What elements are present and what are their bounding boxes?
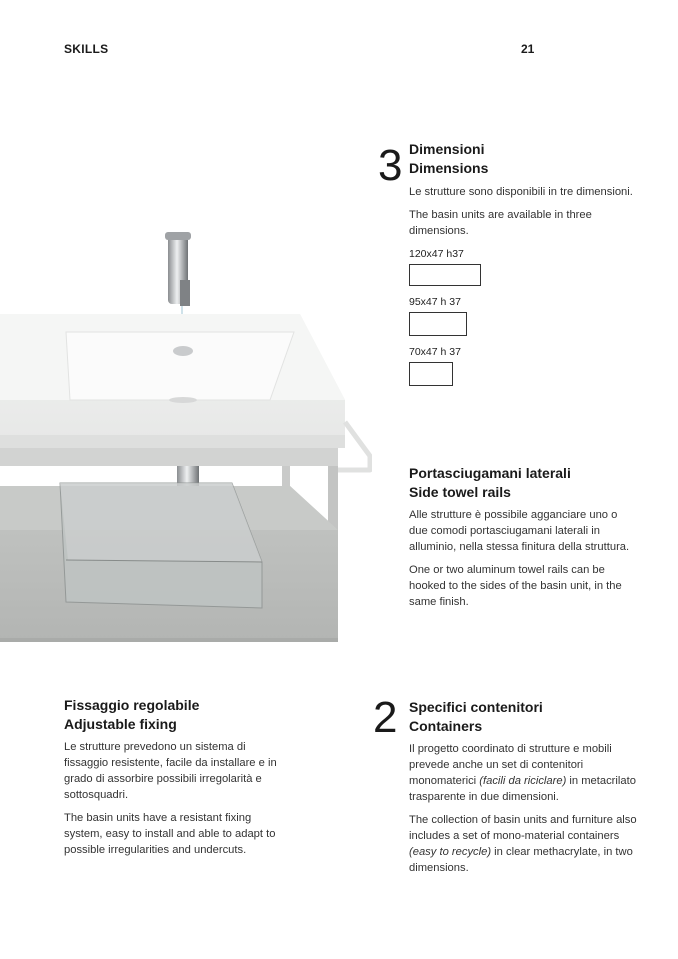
fixing-title-it: Fissaggio regolabile <box>64 697 200 713</box>
containers-block <box>409 698 637 883</box>
towel-rails-title-en: Side towel rails <box>409 484 511 500</box>
dimensions-text-it: Le strutture sono disponibili in tre dimensioni. <box>409 186 633 198</box>
containers-text-it <box>409 741 637 805</box>
dimensions-title-it: Dimensioni <box>409 141 485 157</box>
fixing-text-it: Le strutture prevedono un sistema di fissaggio resistente, facile da installare e in grado di assorbire possibili irregolarità e sottosquadri. <box>64 741 277 801</box>
towel-rails-text-en: One or two aluminum towel rails can be hooked to the sides of the basin unit, in the same finish. <box>409 564 622 608</box>
fixing-block <box>64 696 290 865</box>
size-diagram-120 <box>409 264 481 286</box>
containers-text-it-b: in metacrilato trasparente in due dimensioni. <box>409 775 636 803</box>
size-label-95: 95x47 h 37 <box>409 296 461 308</box>
containers-text-en-em: (easy to recycle) <box>409 846 492 858</box>
towel-rails-text-it: Alle strutture è possibile agganciare uno o due comodi portasciugamani laterali in alluminio, nella stessa finitura della struttura. <box>409 509 630 553</box>
containers-text-en <box>409 812 637 876</box>
containers-text-it-a: Il progetto coordinato di strutture e mobili prevede anche un set di contenitori monomaterici <box>409 743 612 787</box>
dimensions-block <box>409 140 639 396</box>
section-number-2: 2 <box>373 693 398 742</box>
containers-text-en-b: in clear methacrylate, in two dimensions. <box>409 846 633 874</box>
containers-text-it-em: (facili da riciclare) <box>479 775 567 787</box>
size-diagram-95 <box>409 312 467 336</box>
containers-text-en-a: The collection of basin units and furniture also includes a set of mono-material containers <box>409 814 637 842</box>
size-diagram-70 <box>409 362 453 386</box>
page-number: 21 <box>521 42 535 56</box>
size-label-120: 120x47 h37 <box>409 248 464 260</box>
dimensions-text-en: The basin units are available in three dimensions. <box>409 209 592 237</box>
product-photo <box>0 230 372 642</box>
size-label-70: 70x47 h 37 <box>409 346 461 358</box>
fixing-title-en: Adjustable fixing <box>64 716 177 732</box>
towel-rails-block <box>409 464 634 617</box>
containers-title-it: Specifici contenitori <box>409 699 543 715</box>
containers-title-en: Containers <box>409 718 483 734</box>
section-label: SKILLS <box>64 42 109 56</box>
fixing-text-en: The basin units have a resistant fixing system, easy to install and able to adapt to possible irregularities and undercuts. <box>64 812 276 856</box>
dimensions-title-en: Dimensions <box>409 160 489 176</box>
section-number-3: 3 <box>378 141 403 190</box>
towel-rails-title-it: Portasciugamani laterali <box>409 465 571 481</box>
